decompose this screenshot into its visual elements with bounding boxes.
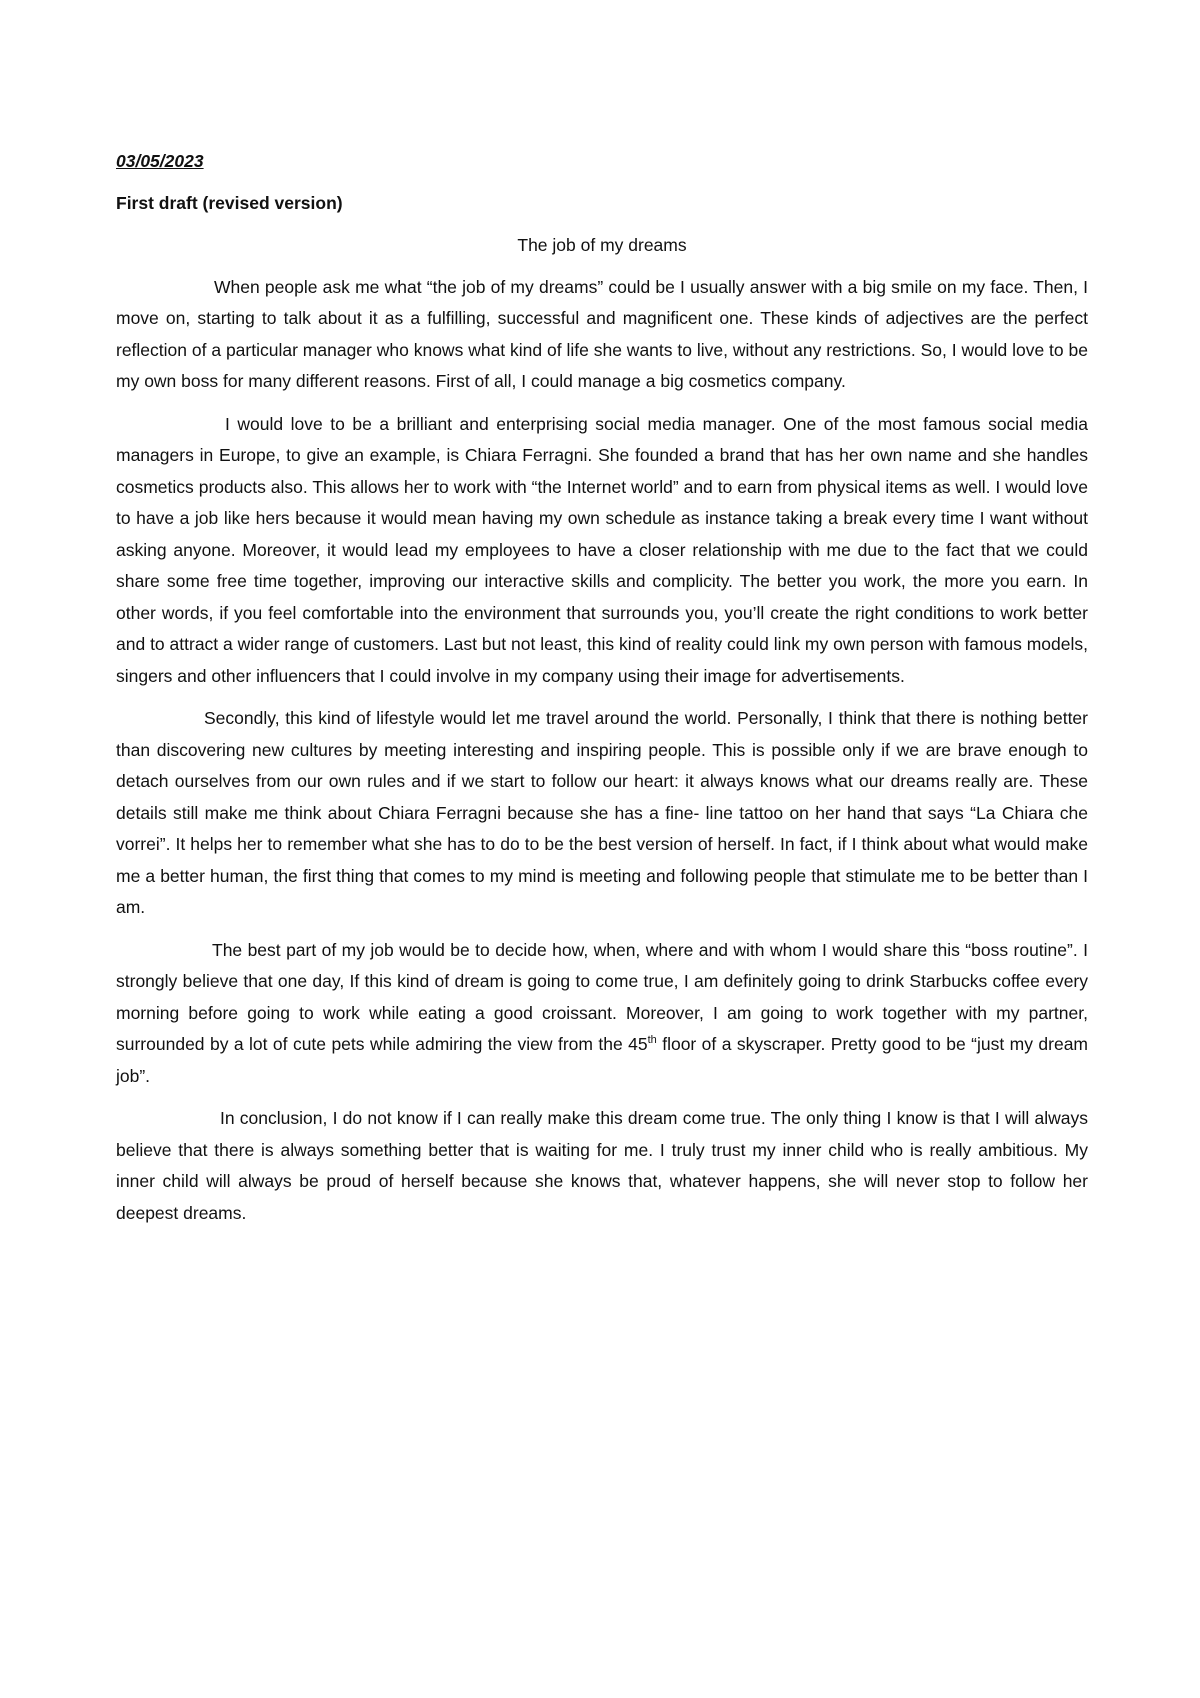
paragraph-5: In conclusion, I do not know if I can really make this dream come true. The only thing I know is that I will always believe that there is always something better that is waiting for me. I truly trust my inner child who is really ambitious. My inner child will always be proud of herself because she knows that, whatever happens, she will never stop to follow her deepest dreams. — [116, 1108, 1088, 1223]
document-body — [116, 146, 1088, 1240]
document-subtitle: First draft (revised version) — [116, 192, 343, 213]
paragraph-2: I would love to be a brilliant and enterprising social media manager. One of the most famous social media managers in Europe, to give an example, is Chiara Ferragni. She founded a brand that has her own name and she handles cosmetics products also. This allows her to work with “the Internet world” and to earn from physical items as well. I would love to have a job like hers because it would mean having my own schedule as instance taking a break every time I want without asking anyone. Moreover, it would lead my employees to have a closer relationship with me due to the fact that we could share some free time together, improving our interactive skills and complicity. The better you work, the more you earn. In other words, if you feel comfortable into the environment that surrounds you, you’ll create the right conditions to work better and to attract a wider range of customers. Last but not least, this kind of reality could link my own person with famous models, singers and other influencers that I could involve in my company using their image for advertisements. — [116, 413, 1088, 686]
paragraph-1: When people ask me what “the job of my dreams” could be I usually answer with a big smile on my face. Then, I move on, starting to talk about it as a fulfilling, successful and magnificent one. These kinds of adjectives are the perfect reflection of a particular manager who knows what kind of life she wants to live, without any restrictions. So, I would love to be my own boss for many different reasons. First of all, I could manage a big cosmetics company. — [116, 276, 1088, 391]
document-date: 03/05/2023 — [116, 151, 204, 171]
paragraph-4 — [116, 935, 1088, 1093]
paragraph-4-text-before: The best part of my job would be to decide how, when, where and with whom I would share this “boss routine”. I strongly believe that one day, If this kind of dream is going to come true, I am definitely going to drink Starbucks coffee every morning before going to work while eating a good croissant. Moreover, I am going to work together with my partner, surrounded by a lot of cute pets while admiring the view from the 45 — [116, 939, 1088, 1054]
paragraph-3: Secondly, this kind of lifestyle would let me travel around the world. Personally, I think that there is nothing better than discovering new cultures by meeting interesting and inspiring people. This is possible only if we are brave enough to detach ourselves from our own rules and if we start to follow our heart: it always knows what our dreams really are. These details still make me think about Chiara Ferragni because she has a fine- line tattoo on her hand that says “La Chiara che vorrei”. It helps her to remember what she has to do to be the best version of herself. In fact, if I think about what would make me a better human, the first thing that comes to my mind is meeting and following people that stimulate me to be better than I am. — [116, 708, 1088, 917]
document-title: The job of my dreams — [517, 235, 687, 255]
ordinal-suffix: th — [647, 1034, 657, 1047]
paragraph-4-text-after: floor of a skyscraper. Pretty good to be “just my dream job”. — [116, 1034, 1089, 1086]
